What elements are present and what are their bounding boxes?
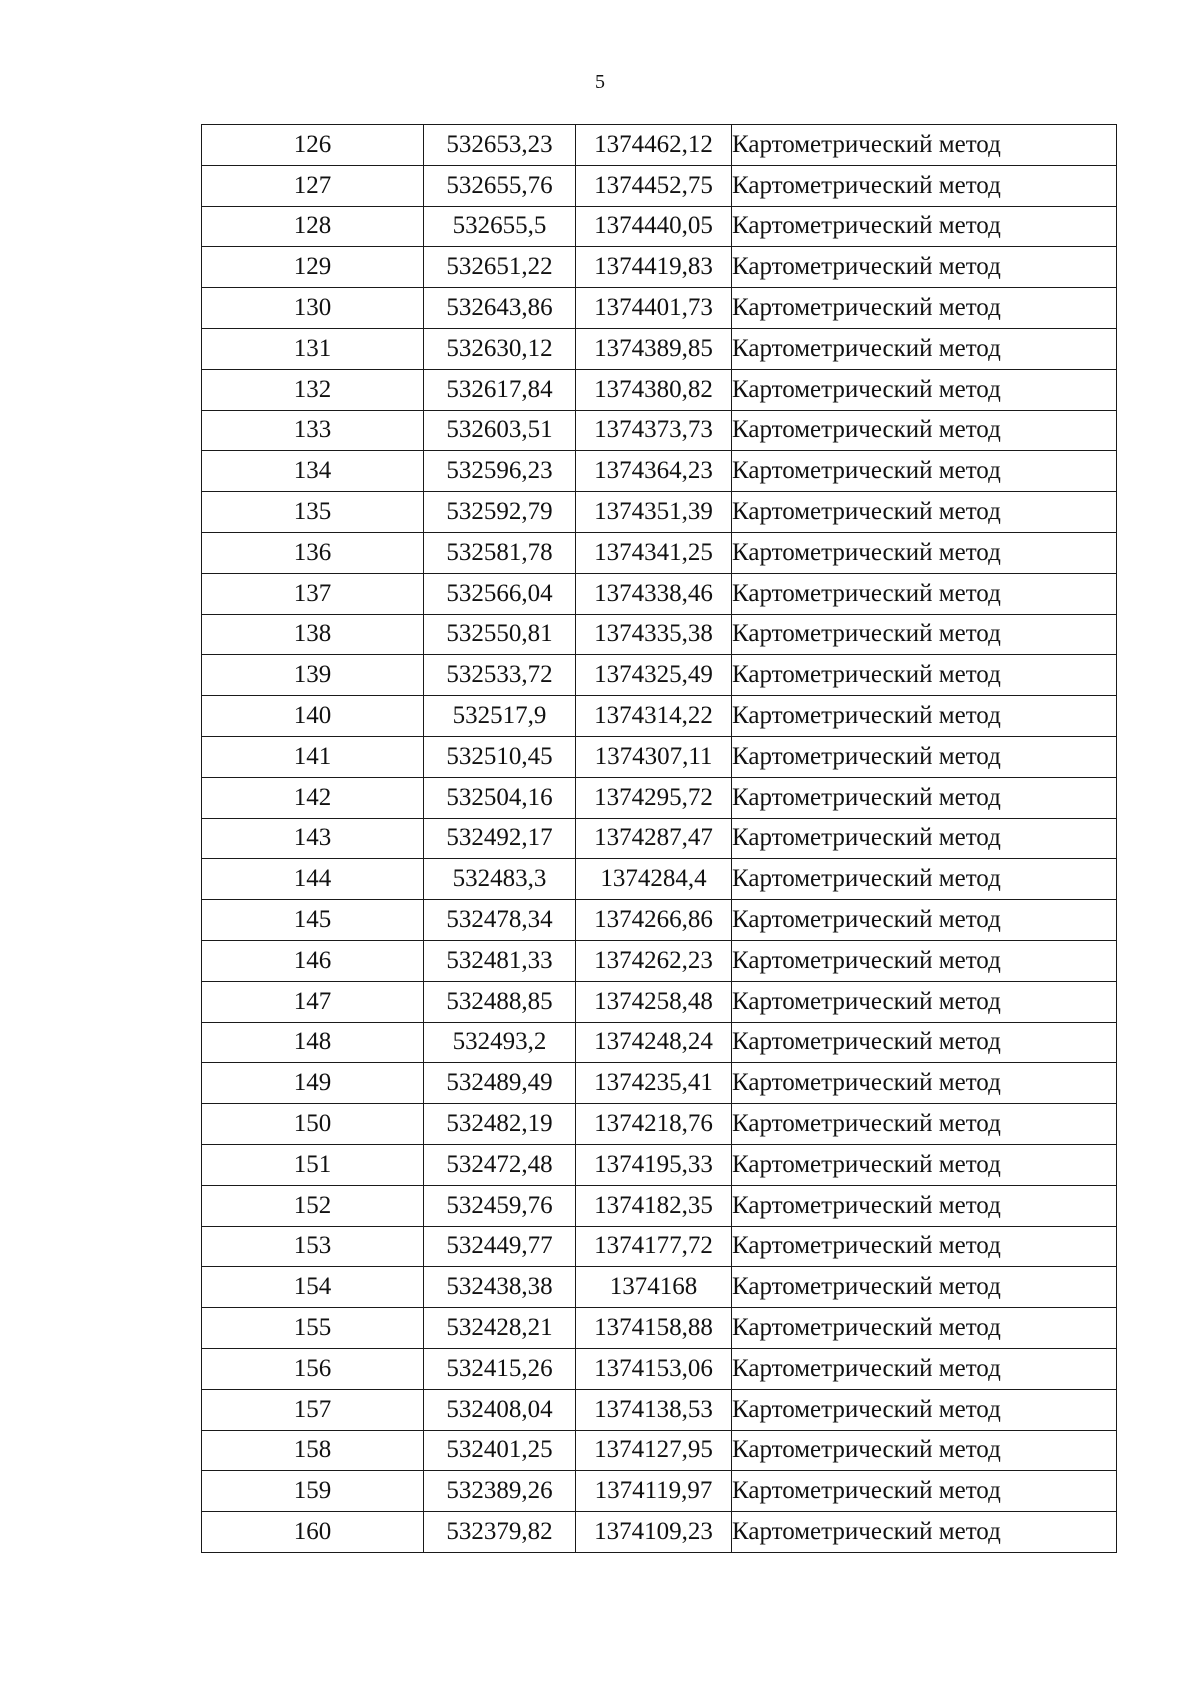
table-row	[202, 165, 1117, 206]
y-coordinate-cell: 1374258,48	[576, 981, 732, 1022]
point-number-cell: 126	[202, 125, 424, 166]
table-row	[202, 1348, 1117, 1389]
x-coordinate-cell: 532459,76	[424, 1185, 576, 1226]
method-cell: Картометрический метод	[732, 165, 1117, 206]
y-coordinate-cell: 1374262,23	[576, 940, 732, 981]
x-coordinate-cell: 532517,9	[424, 696, 576, 737]
x-coordinate-cell: 532428,21	[424, 1308, 576, 1349]
point-number-cell: 139	[202, 655, 424, 696]
method-cell: Картометрический метод	[732, 1512, 1117, 1553]
table-row	[202, 736, 1117, 777]
x-coordinate-cell: 532655,5	[424, 206, 576, 247]
table-row	[202, 206, 1117, 247]
point-number-cell: 133	[202, 410, 424, 451]
point-number-cell: 138	[202, 614, 424, 655]
table-row	[202, 125, 1117, 166]
y-coordinate-cell: 1374462,12	[576, 125, 732, 166]
point-number-cell: 148	[202, 1022, 424, 1063]
point-number-cell: 132	[202, 369, 424, 410]
y-coordinate-cell: 1374341,25	[576, 532, 732, 573]
y-coordinate-cell: 1374351,39	[576, 492, 732, 533]
x-coordinate-cell: 532510,45	[424, 736, 576, 777]
method-cell: Картометрический метод	[732, 492, 1117, 533]
table-row	[202, 777, 1117, 818]
point-number-cell: 128	[202, 206, 424, 247]
point-number-cell: 160	[202, 1512, 424, 1553]
point-number-cell: 149	[202, 1063, 424, 1104]
x-coordinate-cell: 532550,81	[424, 614, 576, 655]
y-coordinate-cell: 1374307,11	[576, 736, 732, 777]
table-row	[202, 1022, 1117, 1063]
y-coordinate-cell: 1374284,4	[576, 859, 732, 900]
x-coordinate-cell: 532481,33	[424, 940, 576, 981]
point-number-cell: 140	[202, 696, 424, 737]
x-coordinate-cell: 532401,25	[424, 1430, 576, 1471]
y-coordinate-cell: 1374119,97	[576, 1471, 732, 1512]
method-cell: Картометрический метод	[732, 1348, 1117, 1389]
point-number-cell: 145	[202, 900, 424, 941]
method-cell: Картометрический метод	[732, 1471, 1117, 1512]
y-coordinate-cell: 1374364,23	[576, 451, 732, 492]
method-cell: Картометрический метод	[732, 532, 1117, 573]
y-coordinate-cell: 1374314,22	[576, 696, 732, 737]
y-coordinate-cell: 1374109,23	[576, 1512, 732, 1553]
point-number-cell: 142	[202, 777, 424, 818]
x-coordinate-cell: 532617,84	[424, 369, 576, 410]
table-row	[202, 1144, 1117, 1185]
x-coordinate-cell: 532408,04	[424, 1389, 576, 1430]
y-coordinate-cell: 1374153,06	[576, 1348, 732, 1389]
y-coordinate-cell: 1374168	[576, 1267, 732, 1308]
point-number-cell: 156	[202, 1348, 424, 1389]
x-coordinate-cell: 532592,79	[424, 492, 576, 533]
method-cell: Картометрический метод	[732, 1144, 1117, 1185]
x-coordinate-cell: 532472,48	[424, 1144, 576, 1185]
table-row	[202, 288, 1117, 329]
x-coordinate-cell: 532482,19	[424, 1104, 576, 1145]
table-row	[202, 981, 1117, 1022]
page-number: 5	[595, 71, 605, 93]
method-cell: Картометрический метод	[732, 1226, 1117, 1267]
x-coordinate-cell: 532504,16	[424, 777, 576, 818]
method-cell: Картометрический метод	[732, 1430, 1117, 1471]
point-number-cell: 147	[202, 981, 424, 1022]
y-coordinate-cell: 1374235,41	[576, 1063, 732, 1104]
y-coordinate-cell: 1374127,95	[576, 1430, 732, 1471]
table-row	[202, 532, 1117, 573]
y-coordinate-cell: 1374389,85	[576, 328, 732, 369]
point-number-cell: 127	[202, 165, 424, 206]
point-number-cell: 137	[202, 573, 424, 614]
x-coordinate-cell: 532533,72	[424, 655, 576, 696]
point-number-cell: 157	[202, 1389, 424, 1430]
method-cell: Картометрический метод	[732, 125, 1117, 166]
method-cell: Картометрический метод	[732, 655, 1117, 696]
y-coordinate-cell: 1374266,86	[576, 900, 732, 941]
table-row	[202, 1430, 1117, 1471]
table-row	[202, 492, 1117, 533]
x-coordinate-cell: 532603,51	[424, 410, 576, 451]
method-cell: Картометрический метод	[732, 940, 1117, 981]
method-cell: Картометрический метод	[732, 1308, 1117, 1349]
table-row	[202, 614, 1117, 655]
x-coordinate-cell: 532630,12	[424, 328, 576, 369]
x-coordinate-cell: 532653,23	[424, 125, 576, 166]
table-row	[202, 655, 1117, 696]
y-coordinate-cell: 1374158,88	[576, 1308, 732, 1349]
table-row	[202, 410, 1117, 451]
table-row	[202, 573, 1117, 614]
method-cell: Картометрический метод	[732, 818, 1117, 859]
method-cell: Картометрический метод	[732, 1185, 1117, 1226]
table-row	[202, 940, 1117, 981]
y-coordinate-cell: 1374182,35	[576, 1185, 732, 1226]
point-number-cell: 153	[202, 1226, 424, 1267]
y-coordinate-cell: 1374248,24	[576, 1022, 732, 1063]
point-number-cell: 131	[202, 328, 424, 369]
method-cell: Картометрический метод	[732, 859, 1117, 900]
x-coordinate-cell: 532489,49	[424, 1063, 576, 1104]
method-cell: Картометрический метод	[732, 1389, 1117, 1430]
table-row	[202, 1308, 1117, 1349]
y-coordinate-cell: 1374335,38	[576, 614, 732, 655]
table-row	[202, 451, 1117, 492]
table-row	[202, 900, 1117, 941]
table-row	[202, 859, 1117, 900]
x-coordinate-cell: 532581,78	[424, 532, 576, 573]
x-coordinate-cell: 532478,34	[424, 900, 576, 941]
table-row	[202, 247, 1117, 288]
method-cell: Картометрический метод	[732, 410, 1117, 451]
coordinates-table-body	[202, 125, 1117, 1553]
point-number-cell: 158	[202, 1430, 424, 1471]
point-number-cell: 159	[202, 1471, 424, 1512]
x-coordinate-cell: 532483,3	[424, 859, 576, 900]
x-coordinate-cell: 532651,22	[424, 247, 576, 288]
point-number-cell: 146	[202, 940, 424, 981]
table-row	[202, 1185, 1117, 1226]
point-number-cell: 130	[202, 288, 424, 329]
y-coordinate-cell: 1374338,46	[576, 573, 732, 614]
y-coordinate-cell: 1374440,05	[576, 206, 732, 247]
method-cell: Картометрический метод	[732, 1104, 1117, 1145]
y-coordinate-cell: 1374401,73	[576, 288, 732, 329]
table-row	[202, 1104, 1117, 1145]
method-cell: Картометрический метод	[732, 696, 1117, 737]
method-cell: Картометрический метод	[732, 573, 1117, 614]
method-cell: Картометрический метод	[732, 777, 1117, 818]
table-row	[202, 1267, 1117, 1308]
table-row	[202, 1471, 1117, 1512]
point-number-cell: 134	[202, 451, 424, 492]
point-number-cell: 141	[202, 736, 424, 777]
table-row	[202, 1389, 1117, 1430]
y-coordinate-cell: 1374177,72	[576, 1226, 732, 1267]
method-cell: Картометрический метод	[732, 900, 1117, 941]
method-cell: Картометрический метод	[732, 451, 1117, 492]
point-number-cell: 144	[202, 859, 424, 900]
x-coordinate-cell: 532449,77	[424, 1226, 576, 1267]
method-cell: Картометрический метод	[732, 981, 1117, 1022]
table-row	[202, 369, 1117, 410]
x-coordinate-cell: 532493,2	[424, 1022, 576, 1063]
x-coordinate-cell: 532488,85	[424, 981, 576, 1022]
method-cell: Картометрический метод	[732, 1022, 1117, 1063]
method-cell: Картометрический метод	[732, 369, 1117, 410]
point-number-cell: 155	[202, 1308, 424, 1349]
y-coordinate-cell: 1374138,53	[576, 1389, 732, 1430]
x-coordinate-cell: 532596,23	[424, 451, 576, 492]
x-coordinate-cell: 532643,86	[424, 288, 576, 329]
y-coordinate-cell: 1374380,82	[576, 369, 732, 410]
y-coordinate-cell: 1374419,83	[576, 247, 732, 288]
method-cell: Картометрический метод	[732, 328, 1117, 369]
coordinates-table	[201, 124, 1117, 1553]
method-cell: Картометрический метод	[732, 1063, 1117, 1104]
method-cell: Картометрический метод	[732, 736, 1117, 777]
method-cell: Картометрический метод	[732, 247, 1117, 288]
y-coordinate-cell: 1374452,75	[576, 165, 732, 206]
x-coordinate-cell: 532655,76	[424, 165, 576, 206]
point-number-cell: 151	[202, 1144, 424, 1185]
x-coordinate-cell: 532415,26	[424, 1348, 576, 1389]
y-coordinate-cell: 1374295,72	[576, 777, 732, 818]
point-number-cell: 136	[202, 532, 424, 573]
point-number-cell: 135	[202, 492, 424, 533]
table-row	[202, 328, 1117, 369]
y-coordinate-cell: 1374218,76	[576, 1104, 732, 1145]
y-coordinate-cell: 1374373,73	[576, 410, 732, 451]
x-coordinate-cell: 532379,82	[424, 1512, 576, 1553]
y-coordinate-cell: 1374287,47	[576, 818, 732, 859]
table-row	[202, 1063, 1117, 1104]
point-number-cell: 150	[202, 1104, 424, 1145]
x-coordinate-cell: 532492,17	[424, 818, 576, 859]
point-number-cell: 152	[202, 1185, 424, 1226]
x-coordinate-cell: 532389,26	[424, 1471, 576, 1512]
x-coordinate-cell: 532438,38	[424, 1267, 576, 1308]
method-cell: Картометрический метод	[732, 288, 1117, 329]
x-coordinate-cell: 532566,04	[424, 573, 576, 614]
method-cell: Картометрический метод	[732, 206, 1117, 247]
method-cell: Картометрический метод	[732, 1267, 1117, 1308]
point-number-cell: 154	[202, 1267, 424, 1308]
table-row	[202, 696, 1117, 737]
table-row	[202, 1226, 1117, 1267]
point-number-cell: 143	[202, 818, 424, 859]
y-coordinate-cell: 1374325,49	[576, 655, 732, 696]
point-number-cell: 129	[202, 247, 424, 288]
table-row	[202, 1512, 1117, 1553]
method-cell: Картометрический метод	[732, 614, 1117, 655]
y-coordinate-cell: 1374195,33	[576, 1144, 732, 1185]
table-row	[202, 818, 1117, 859]
